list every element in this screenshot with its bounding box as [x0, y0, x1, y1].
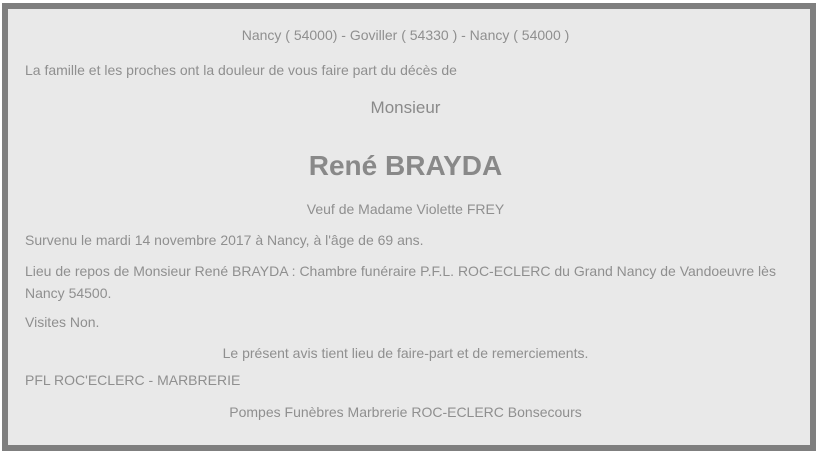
funeral-home-line: PFL ROC'ECLERC - MARBRERIE [25, 372, 241, 388]
deceased-name: René BRAYDA [308, 150, 503, 181]
closing-note: Le présent avis tient lieu de faire-part et de remerciements. [222, 345, 589, 361]
death-notice-panel [2, 3, 816, 451]
intro-text: La famille et les proches ont la douleur de vous faire part du décès de [25, 62, 457, 78]
death-details: Survenu le mardi 14 novembre 2017 à Nancy, à l'âge de 69 ans. [25, 232, 424, 248]
funeral-service-line: Pompes Funèbres Marbrerie ROC-ECLERC Bonsecours [229, 404, 582, 420]
repose-details: Lieu de repos de Monsieur René BRAYDA : Chambre funéraire P.F.L. ROC-ECLERC du Grand Nancy de Vandoeuvre lès Nancy 54500. [25, 263, 776, 301]
civility-title: Monsieur [370, 98, 441, 117]
locations-line: Nancy ( 54000) - Goviller ( 54330 ) - Nancy ( 54000 ) [241, 27, 570, 43]
relationship-line: Veuf de Madame Violette FREY [306, 201, 505, 217]
visits-line: Visites Non. [25, 314, 100, 330]
